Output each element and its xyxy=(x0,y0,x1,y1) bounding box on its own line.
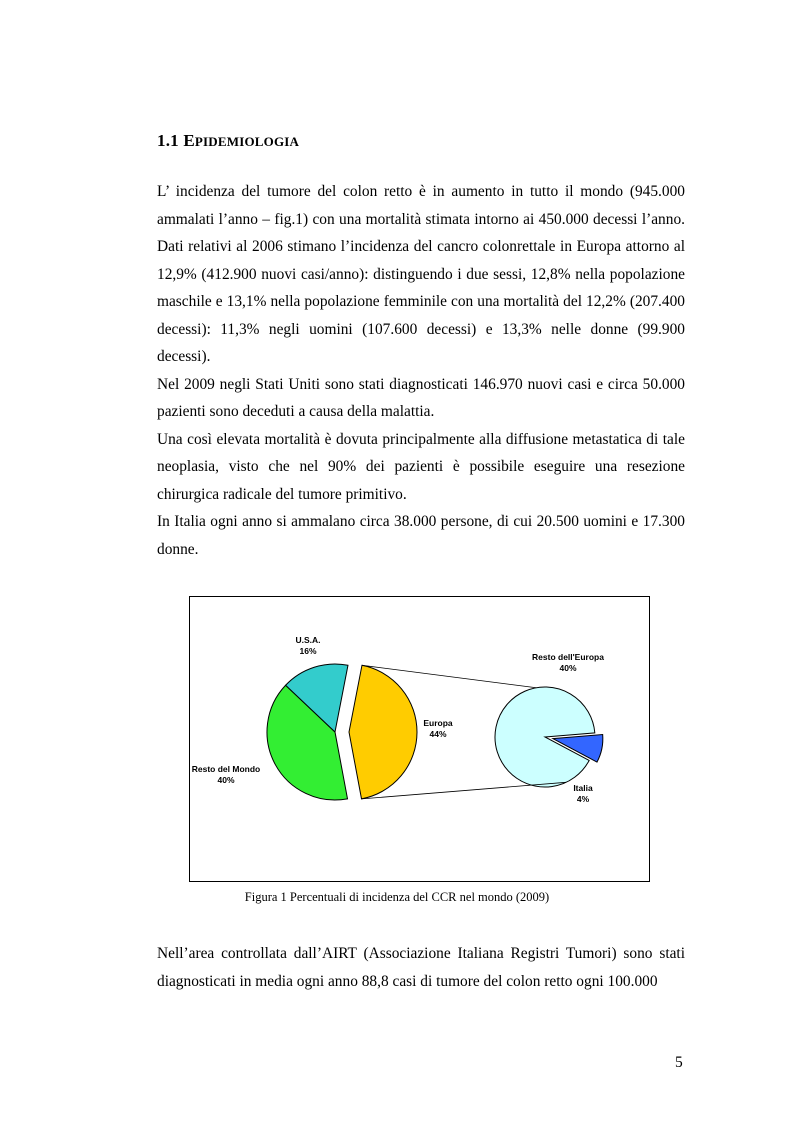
data-label-italia-value: 4% xyxy=(576,794,590,804)
data-label-resto-dell-europa: Resto dell'Europa xyxy=(532,652,604,662)
page-number: 5 xyxy=(675,1054,683,1071)
paragraph: Nel 2009 negli Stati Uniti sono stati diagnosticati 146.970 nuovi casi e circa 50.000 pazienti sono deceduti a causa della malattia. xyxy=(157,375,685,420)
paragraph: In Italia ogni anno si ammalano circa 38.000 persone, di cui 20.500 uomini e 17.300 donne. xyxy=(157,513,685,558)
section-title-initial: E xyxy=(183,131,195,150)
section-title-rest: PIDEMIOLOGIA xyxy=(194,134,300,149)
data-label-u-s-a-value: 16% xyxy=(299,646,317,656)
body-paragraphs xyxy=(157,178,685,563)
section-heading xyxy=(157,131,299,151)
pie-chart xyxy=(190,597,649,881)
data-label-europa: Europa xyxy=(423,718,453,728)
data-label-u-s-a: U.S.A. xyxy=(295,635,321,645)
section-number: 1.1 xyxy=(157,131,179,150)
tail-paragraph: Nell’area controllata dall’AIRT (Associazione Italiana Registri Tumori) sono stati diagnosticati in media ogni anno 88,8 casi di tumore del colon retto ogni 100.000 xyxy=(157,945,685,990)
data-label-europa-value: 44% xyxy=(429,729,447,739)
data-label-resto-del-mondo: Resto del Mondo xyxy=(191,764,261,774)
data-label-resto-del-mondo-value: 40% xyxy=(217,775,235,785)
pie-chart-figure xyxy=(189,596,650,882)
pie-slice-europa xyxy=(349,665,417,799)
paragraph: Una così elevata mortalità è dovuta principalmente alla diffusione metastatica di tale neoplasia, visto che nel 90% dei pazienti è possibile eseguire una resezione chirurgica radicale del tumore primitivo. xyxy=(157,430,685,503)
data-label-italia: Italia xyxy=(573,783,593,793)
figure-caption: Figura 1 Percentuali di incidenza del CCR nel mondo (2009) xyxy=(244,890,550,904)
paragraph: L’ incidenza del tumore del colon retto è in aumento in tutto il mondo (945.000 ammalati l’anno – fig.1) con una mortalità stimata intorno ai 450.000 decessi l’anno. Dati relativi al 2006 stimano l’incidenza del cancro colonrettale in Europa attorno al 12,9% (412.900 nuovi casi/anno): distinguendo i due sessi, 12,8% nella popolazione maschile e 13,1% nella popolazione femminile con una mortalità del 12,2% (207.400 decessi): 11,3% negli uomini (107.600 decessi) e 13,3% nelle donne (99.900 decessi). xyxy=(157,183,685,365)
data-label-resto-dell-europa-value: 40% xyxy=(559,663,577,673)
